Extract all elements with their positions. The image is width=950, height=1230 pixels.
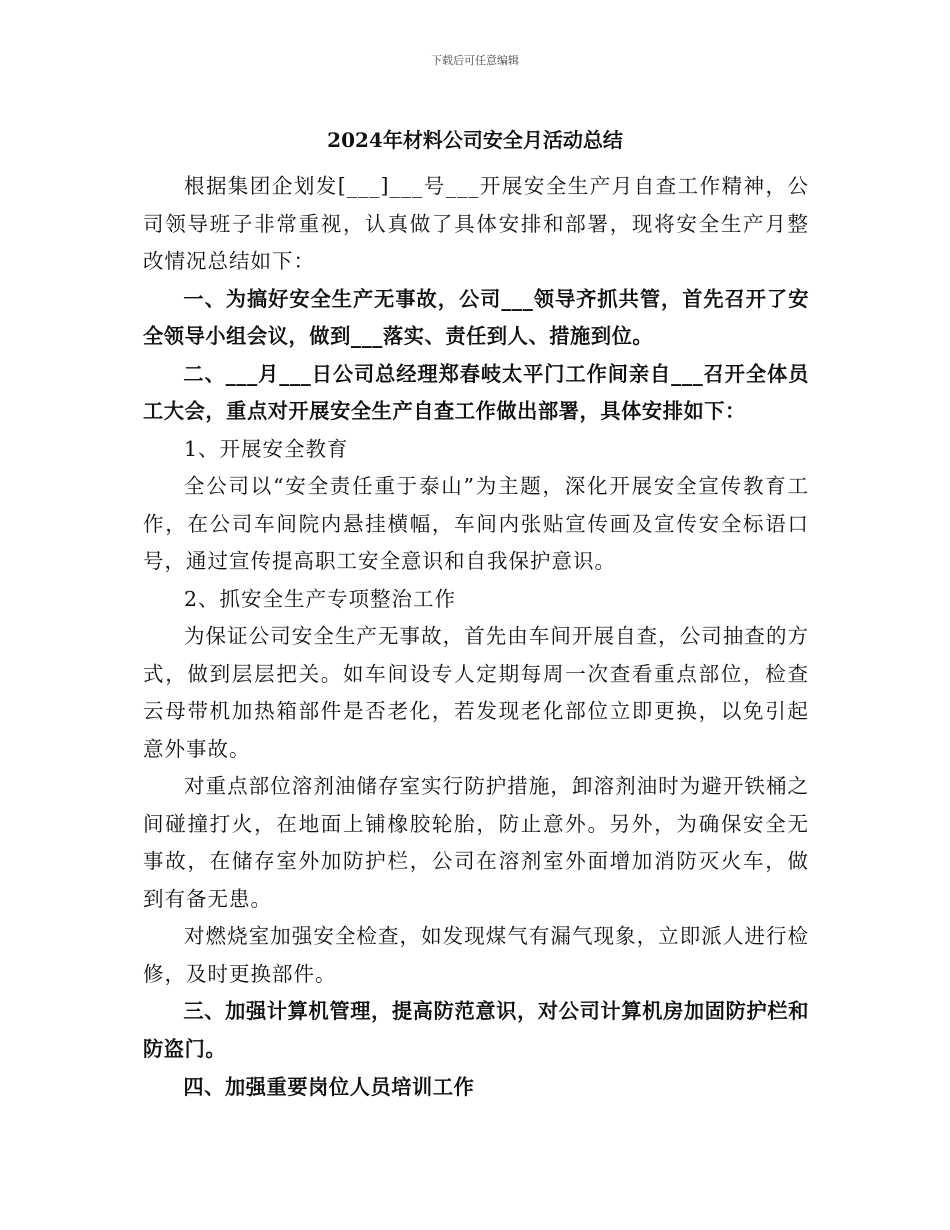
section-heading-3: 三、加强计算机管理，提高防范意识，对公司计算机房加固防护栏和防盗门。	[143, 999, 809, 1061]
subheading-safety-education: 1、开展安全教育	[184, 436, 349, 461]
paragraph-intro: 根据集团企划发[___]___号___开展安全生产月自查工作精神，公司领导班子非常重视，认真做了具体安排和部署，现将安全生产月整改情况总结如下：	[143, 174, 809, 273]
section-heading-2: 二、___月___日公司总经理郑春岐太平门工作间亲自___召开全体员工大会，重点对开展安全生产自查工作做出部署，具体安排如下：	[143, 361, 809, 423]
paragraph-combustion-room: 对燃烧室加强安全检查，如发现煤气有漏气现象，立即派人进行检修，及时更换部件。	[143, 924, 809, 986]
section-heading-4: 四、加强重要岗位人员培训工作	[183, 1075, 475, 1099]
document-body	[143, 168, 809, 1107]
section-heading-1: 一、为搞好安全生产无事故，公司___领导齐抓共管，首先召开了安全领导小组会议，做到___落实、责任到人、措施到位。	[143, 286, 809, 348]
paragraph-inspection: 为保证公司安全生产无事故，首先由车间开展自查，公司抽查的方式，做到层层把关。如车间设专人定期每周一次查看重点部位，检查云母带机加热箱部件是否老化，若发现老化部位立即更换，以免引起意外事故。	[143, 624, 809, 761]
paragraph-safety-education: 全公司以“安全责任重于泰山”为主题，深化开展安全宣传教育工作，在公司车间院内悬挂横幅，车间内张贴宣传画及宣传安全标语口号，通过宣传提高职工安全意识和自我保护意识。	[143, 474, 809, 573]
paragraph-solvent-storage: 对重点部位溶剂油储存室实行防护措施，卸溶剂油时为避开铁桶之间碰撞打火，在地面上铺橡胶轮胎，防止意外。另外，为确保安全无事故，在储存室外加防护栏，公司在溶剂室外面增加消防灭火车，做到有备无患。	[143, 774, 809, 911]
subheading-special-rectification: 2、抓安全生产专项整治工作	[184, 586, 457, 611]
document-title: 2024年材料公司安全月活动总结	[327, 128, 623, 152]
page-header: 下载后可任意编辑	[431, 54, 519, 67]
